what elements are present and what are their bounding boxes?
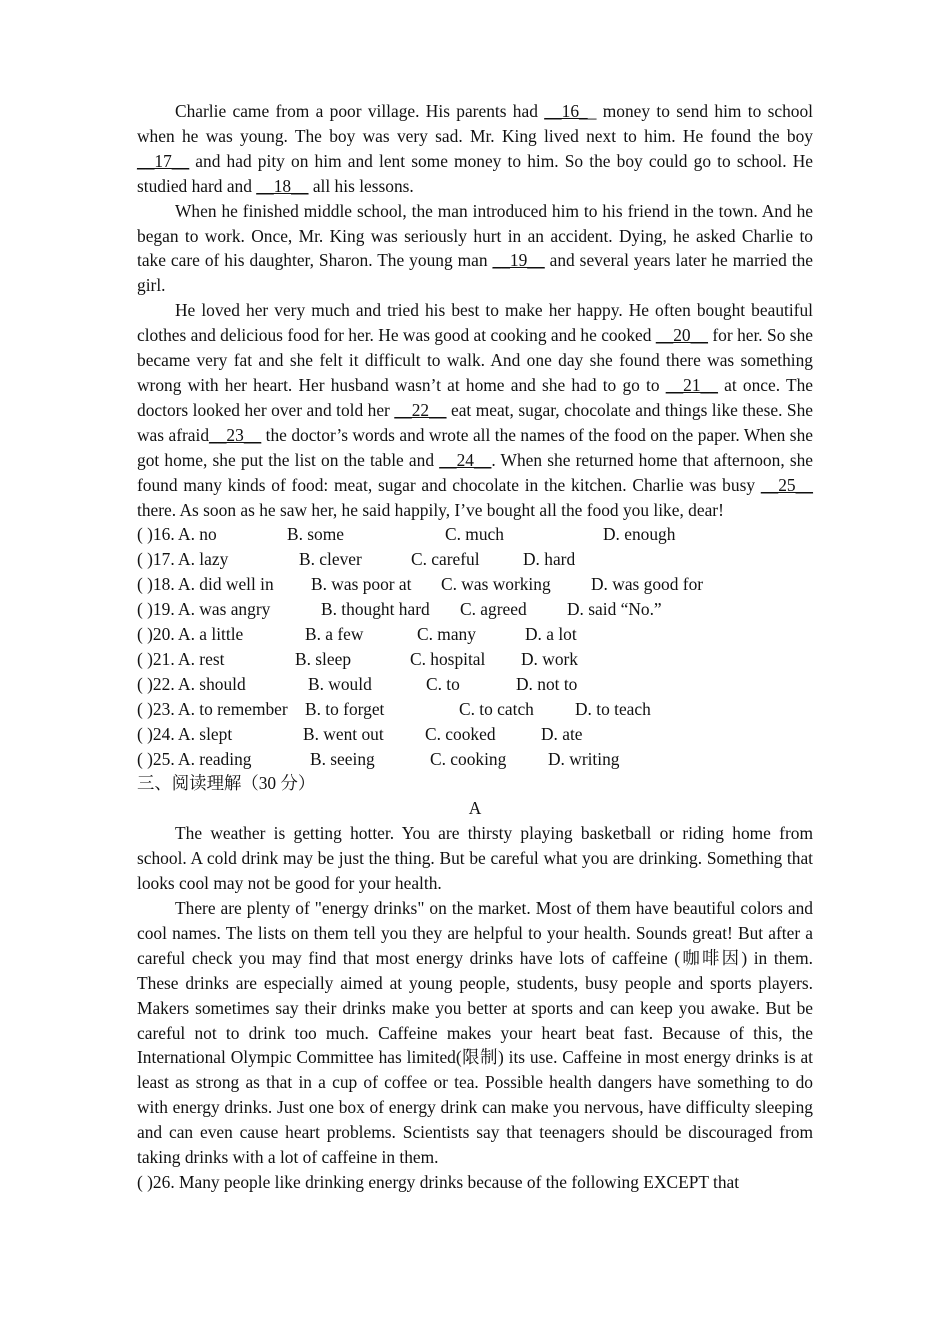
reading-paragraph-2: There are plenty of "energy drinks" on the market. Most of them have beautiful colors and cool names. The lists on them tell you they are helpful to your health. Sounds great! But after a careful check you may find that most energy drinks have lots of caffeine (咖啡因) in them. These drinks are especially aimed at young people, students, busy people and sports players. Makers sometimes say their drinks make you better at sports and can keep you awake. But be careful not to drink too much. Caffeine makes your heart beat fast. Because of this, the International Olympic Committee has limited(限制) its use. Caffeine in most energy drinks is at least as strong as that in a cup of coffee or tea. Possible health dangers have something to do with energy drinks. Just one box of energy drink can make you nervous, have difficulty sleeping and can even cause heart problems. Scientists say that teenagers should be discouraged from taking drinks with a lot of caffeine in them. [137,898,813,1168]
question-option-d[interactable]: D. hard [523,549,576,570]
blank-18[interactable]: __18__ [256,175,309,196]
document-page [137,99,813,1195]
text: all his lessons. [308,175,414,196]
text: the doctor’s words and wrote all the names of the food on the paper. When she got home, she put the list on the table and [137,424,813,470]
question-row [137,622,813,647]
question-option-d[interactable]: D. ate [541,723,583,744]
passage-paragraph-3 [137,298,813,522]
question-option-c[interactable]: C. careful [411,549,480,570]
question-option-c[interactable]: C. cooking [430,748,507,769]
question-option-a: ( )20. A. a little [137,624,244,645]
question-option-a: ( )22. A. should [137,673,246,694]
question-option-d[interactable]: D. work [521,648,578,669]
question-row [137,522,813,547]
question-option-d[interactable]: D. said “No.” [567,599,662,620]
question-option-b[interactable]: B. would [308,673,372,694]
question-option-b[interactable]: B. a few [305,624,364,645]
passage-label: A [468,798,482,819]
question-option-c[interactable]: C. cooked [425,723,496,744]
section-heading: 三、阅读理解（30 分） [137,773,316,794]
question-option-c[interactable]: C. to catch [459,698,534,719]
question-row [137,572,813,597]
question-row [137,722,813,747]
question-option-b[interactable]: B. seeing [310,748,375,769]
text: . When she returned home that afternoon, she found many kinds of food: meat, sugar and chocolate in the kitchen. Charlie was busy [137,449,813,495]
question-option-a: ( )19. A. was angry [137,599,271,620]
blank-21[interactable]: __21__ [665,374,718,395]
question-option-d[interactable]: D. not to [516,673,578,694]
question-option-a: ( )16. A. no [137,524,217,545]
text: Charlie came from a poor village. His parents had [175,101,545,121]
text: for her. So she became very fat and she felt it difficult to walk. And one day she found there was something wrong with her heart. Her husband wasn’t at home and she had to go to [137,325,813,395]
question-option-c[interactable]: C. many [417,624,476,645]
text: _ money to send him to school when he was young. The boy was very sad. Mr. King lived next to him. He found the boy [137,101,813,146]
blank-20[interactable]: __20__ [655,325,708,346]
question-26: ( )26. Many people like drinking energy drinks because of the following EXCEPT that [137,1171,740,1192]
text: eat meat, sugar, chocolate and things like these. She was afraid [137,399,813,445]
question-option-a: ( )25. A. reading [137,748,252,769]
question-row [137,547,813,572]
question-option-a: ( )23. A. to remember [137,698,288,719]
text: and had pity on him and lent some money to him. So the boy could go to school. He studied hard and [137,150,813,196]
blank-25[interactable]: __25__ [760,474,813,495]
question-option-c[interactable]: C. much [445,524,504,545]
question-option-a: ( )18. A. did well in [137,574,274,595]
text: and several years later he married the girl. [137,250,813,296]
text: there. As soon as he saw her, he said happily, I’ve bought all the food you like, dear! [137,499,724,520]
text: at once. The doctors looked her over and told her [137,374,813,420]
question-option-d[interactable]: D. was good for [591,574,704,595]
question-option-d[interactable]: D. to teach [575,698,651,719]
passage-paragraph-1 [137,99,813,199]
blank-24[interactable]: __24__ [439,449,492,470]
question-option-d[interactable]: D. enough [603,524,676,545]
question-row [137,747,813,772]
question-row [137,647,813,672]
question-option-d[interactable]: D. a lot [525,624,577,645]
question-option-d[interactable]: D. writing [548,748,620,769]
passage-paragraph-2 [137,199,813,299]
question-option-b[interactable]: B. thought hard [321,599,430,620]
text: When he finished middle school, the man introduced him to his friend in the town. And he began to work. Once, Mr. King was seriously hurt in an accident. Dying, he asked Charlie to take care of his daughter, Sharon. The young man [137,200,813,271]
question-option-c[interactable]: C. was working [441,574,551,595]
blank-19[interactable]: __19__ [492,250,545,271]
blank-22[interactable]: __22__ [394,399,447,420]
blank-16[interactable]: __16_ [544,101,588,121]
question-row [137,597,813,622]
question-option-c[interactable]: C. to [426,673,460,694]
question-option-b[interactable]: B. to forget [305,698,385,719]
question-option-b[interactable]: B. clever [299,549,362,570]
question-option-b[interactable]: B. was poor at [311,574,412,595]
blank-23[interactable]: __23__ [209,424,262,445]
question-option-a: ( )24. A. slept [137,723,233,744]
question-option-a: ( )17. A. lazy [137,549,229,570]
reading-paragraph-1: The weather is getting hotter. You are thirsty playing basketball or riding home from school. A cold drink may be just the thing. But be careful what you are drinking. Something that looks cool may not be good for your health. [137,823,813,894]
question-option-c[interactable]: C. agreed [460,599,527,620]
blank-17[interactable]: __17__ [137,150,190,171]
question-option-a: ( )21. A. rest [137,648,225,669]
question-list [137,522,813,771]
question-option-b[interactable]: B. some [287,524,345,545]
question-option-c[interactable]: C. hospital [410,648,486,669]
text: He loved her very much and tried his best to make her happy. He often bought beautiful clothes and delicious food for her. He was good at cooking and he cooked [137,300,813,346]
question-option-b[interactable]: B. sleep [295,648,352,669]
question-option-b[interactable]: B. went out [303,723,384,744]
question-row [137,697,813,722]
question-row [137,672,813,697]
